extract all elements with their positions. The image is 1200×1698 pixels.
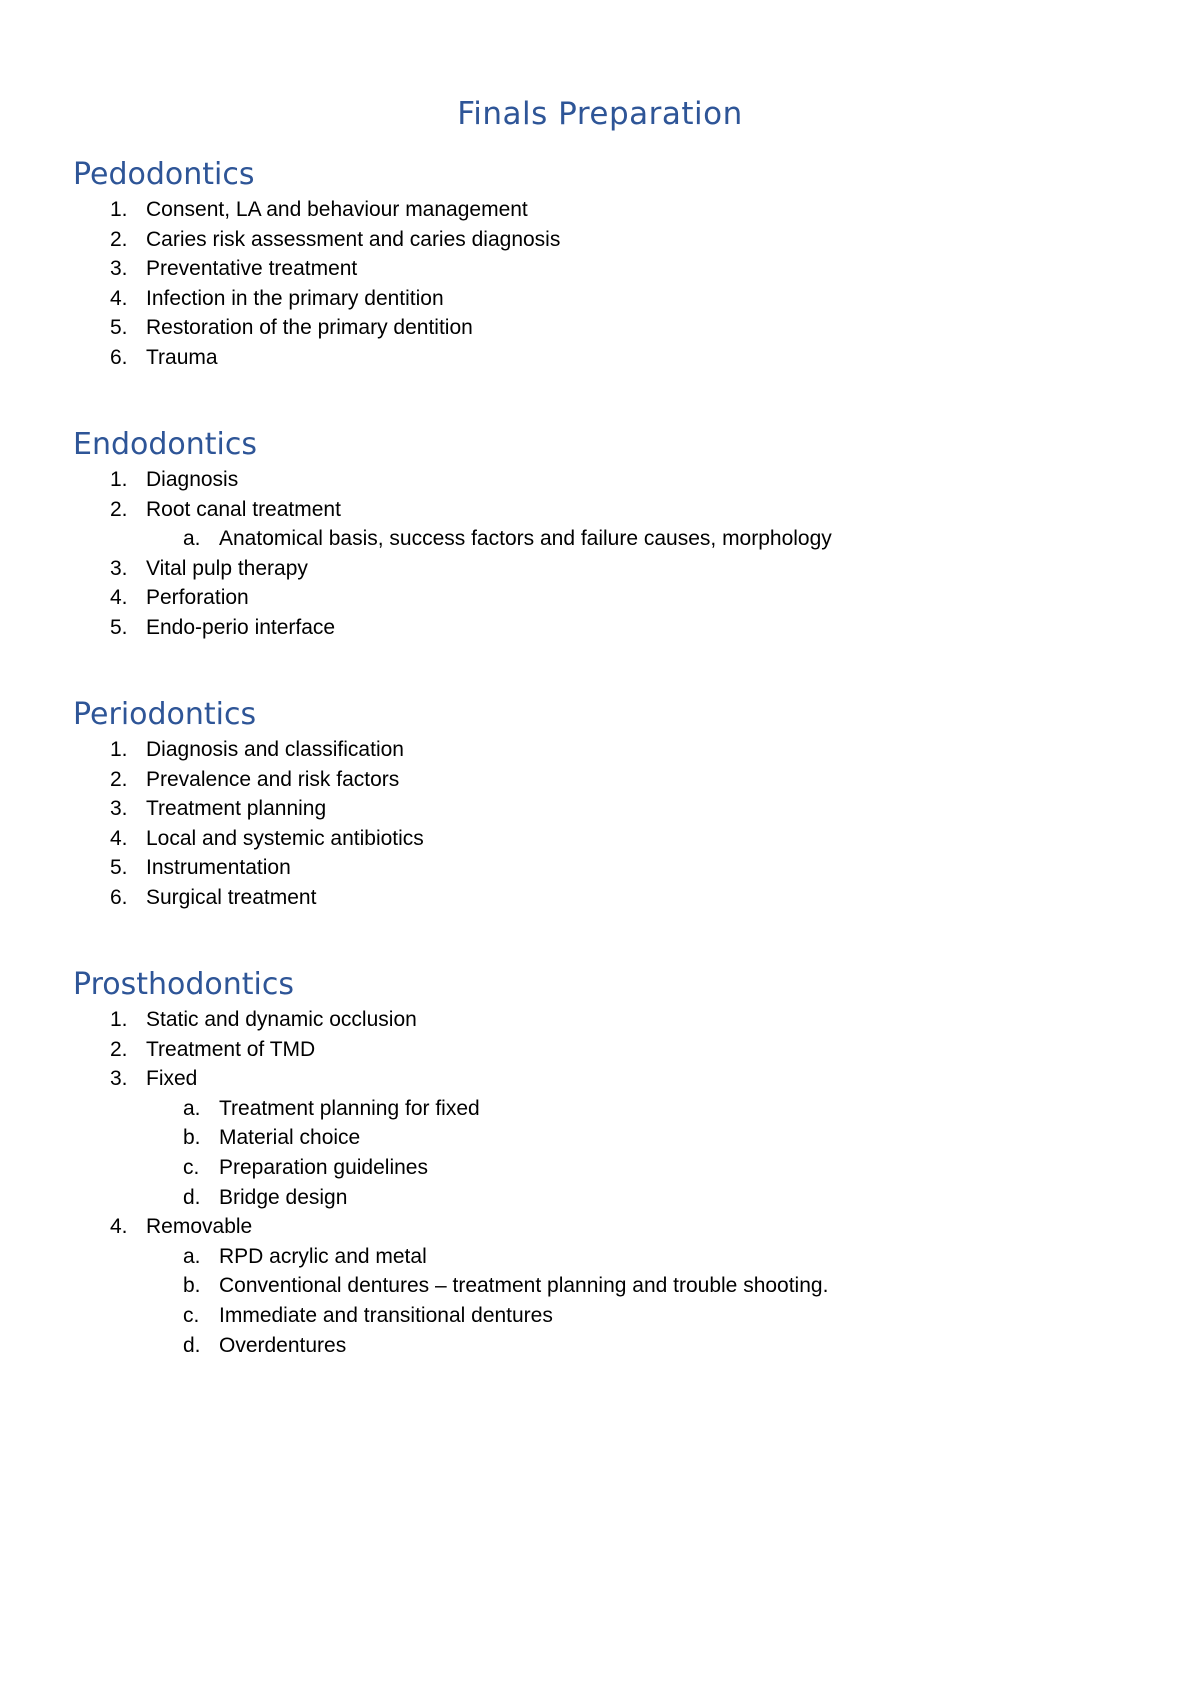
sub-list-item bbox=[73, 524, 1123, 554]
list-item-text: Diagnosis and classification bbox=[146, 738, 404, 761]
list-marker: 4. bbox=[110, 286, 128, 310]
list-item bbox=[73, 883, 1123, 913]
list-item bbox=[73, 225, 1123, 255]
list-item-text: Vital pulp therapy bbox=[146, 556, 308, 580]
topic-list bbox=[73, 735, 1123, 913]
list-item-text: Root canal treatment bbox=[146, 497, 341, 521]
list-marker: 3. bbox=[110, 1067, 128, 1091]
list-item-text: Preventative treatment bbox=[146, 257, 358, 281]
list-item bbox=[73, 824, 1123, 854]
list-item-text: Local and systemic antibiotics bbox=[146, 826, 424, 850]
section-periodontics bbox=[73, 695, 1123, 913]
list-marker: 3. bbox=[110, 797, 128, 821]
list-marker: 2. bbox=[110, 767, 128, 791]
sub-list-item bbox=[73, 1271, 1123, 1301]
sub-list-item bbox=[73, 1123, 1123, 1153]
list-marker: 6. bbox=[110, 345, 128, 369]
list-marker: b. bbox=[183, 1126, 201, 1150]
list-item-text: Infection in the primary dentition bbox=[146, 286, 444, 310]
list-marker: a. bbox=[183, 1096, 201, 1120]
list-item-text: Anatomical basis, success factors and failure causes, morphology bbox=[219, 527, 832, 551]
list-item bbox=[73, 1212, 1123, 1242]
list-item bbox=[73, 613, 1123, 643]
list-item-text: Surgical treatment bbox=[146, 885, 317, 909]
list-marker: 5. bbox=[110, 856, 128, 880]
list-item-text: Diagnosis bbox=[146, 468, 239, 491]
list-item-text: Overdentures bbox=[219, 1333, 347, 1357]
section-heading: Periodontics bbox=[73, 697, 257, 732]
list-item-text: Immediate and transitional dentures bbox=[219, 1303, 553, 1327]
topic-list bbox=[73, 195, 1123, 373]
list-marker: 1. bbox=[110, 198, 128, 221]
list-item bbox=[73, 284, 1123, 314]
list-item-text: Removable bbox=[146, 1215, 253, 1239]
section-endodontics bbox=[73, 425, 1123, 643]
list-item-text: Consent, LA and behaviour management bbox=[146, 198, 528, 221]
list-item-text: Bridge design bbox=[219, 1185, 348, 1209]
list-item-text: Trauma bbox=[146, 345, 218, 369]
list-item bbox=[73, 313, 1123, 343]
list-item-text: Restoration of the primary dentition bbox=[146, 316, 473, 340]
list-marker: a. bbox=[183, 1244, 201, 1268]
section-heading: Pedodontics bbox=[73, 157, 255, 192]
list-item-text: Preparation guidelines bbox=[219, 1155, 428, 1179]
list-item bbox=[73, 735, 1123, 765]
list-item bbox=[73, 794, 1123, 824]
list-item-text: Caries risk assessment and caries diagnosis bbox=[146, 227, 561, 251]
list-marker: 3. bbox=[110, 556, 128, 580]
list-item-text: Static and dynamic occlusion bbox=[146, 1008, 417, 1031]
section-prosthodontics bbox=[73, 965, 1123, 1360]
list-marker: 4. bbox=[110, 826, 128, 850]
list-marker: c. bbox=[183, 1155, 200, 1179]
list-item-text: Fixed bbox=[146, 1067, 198, 1091]
list-marker: 1. bbox=[110, 468, 128, 491]
list-marker: 3. bbox=[110, 257, 128, 281]
sub-list-item bbox=[73, 1183, 1123, 1213]
section-heading: Prosthodontics bbox=[73, 967, 294, 1002]
list-marker: b. bbox=[183, 1274, 201, 1298]
list-item bbox=[73, 583, 1123, 613]
list-item bbox=[73, 343, 1123, 373]
list-item bbox=[73, 853, 1123, 883]
list-marker: 2. bbox=[110, 1037, 128, 1061]
list-item bbox=[73, 765, 1123, 795]
list-item-text: Treatment planning for fixed bbox=[219, 1096, 480, 1120]
sub-list-item bbox=[73, 1094, 1123, 1124]
topic-list bbox=[73, 1005, 1123, 1360]
list-marker: d. bbox=[183, 1185, 201, 1209]
list-marker: 1. bbox=[110, 738, 128, 761]
list-item bbox=[73, 195, 1123, 225]
list-item bbox=[73, 1005, 1123, 1035]
list-item bbox=[73, 465, 1123, 495]
list-item-text: Perforation bbox=[146, 586, 249, 610]
list-item bbox=[73, 554, 1123, 584]
list-item-text: Endo-perio interface bbox=[146, 615, 336, 639]
list-item bbox=[73, 1064, 1123, 1094]
list-marker: a. bbox=[183, 527, 201, 551]
list-item bbox=[73, 254, 1123, 284]
list-marker: 1. bbox=[110, 1008, 128, 1031]
sub-list-item bbox=[73, 1242, 1123, 1272]
list-item-text: Conventional dentures – treatment planning and trouble shooting. bbox=[219, 1274, 829, 1298]
sub-list-item bbox=[73, 1153, 1123, 1183]
list-item bbox=[73, 495, 1123, 525]
document-title: Finals Preparation bbox=[457, 96, 743, 132]
list-marker: 6. bbox=[110, 885, 128, 909]
section-heading: Endodontics bbox=[73, 427, 257, 462]
list-marker: 5. bbox=[110, 316, 128, 340]
list-item-text: Material choice bbox=[219, 1126, 361, 1150]
list-item-text: Treatment planning bbox=[146, 797, 327, 821]
list-item-text: Treatment of TMD bbox=[146, 1037, 316, 1061]
list-item-text: Prevalence and risk factors bbox=[146, 767, 400, 791]
list-item-text: Instrumentation bbox=[146, 856, 291, 880]
sub-list-item bbox=[73, 1301, 1123, 1331]
list-marker: c. bbox=[183, 1303, 200, 1327]
section-pedodontics bbox=[73, 155, 1123, 373]
list-marker: 4. bbox=[110, 1215, 128, 1239]
sub-list-item bbox=[73, 1331, 1123, 1361]
list-marker: 2. bbox=[110, 497, 128, 521]
list-marker: 4. bbox=[110, 586, 128, 610]
list-item-text: RPD acrylic and metal bbox=[219, 1244, 427, 1268]
list-marker: d. bbox=[183, 1333, 201, 1357]
list-item bbox=[73, 1035, 1123, 1065]
list-marker: 5. bbox=[110, 615, 128, 639]
topic-list bbox=[73, 465, 1123, 643]
list-marker: 2. bbox=[110, 227, 128, 251]
